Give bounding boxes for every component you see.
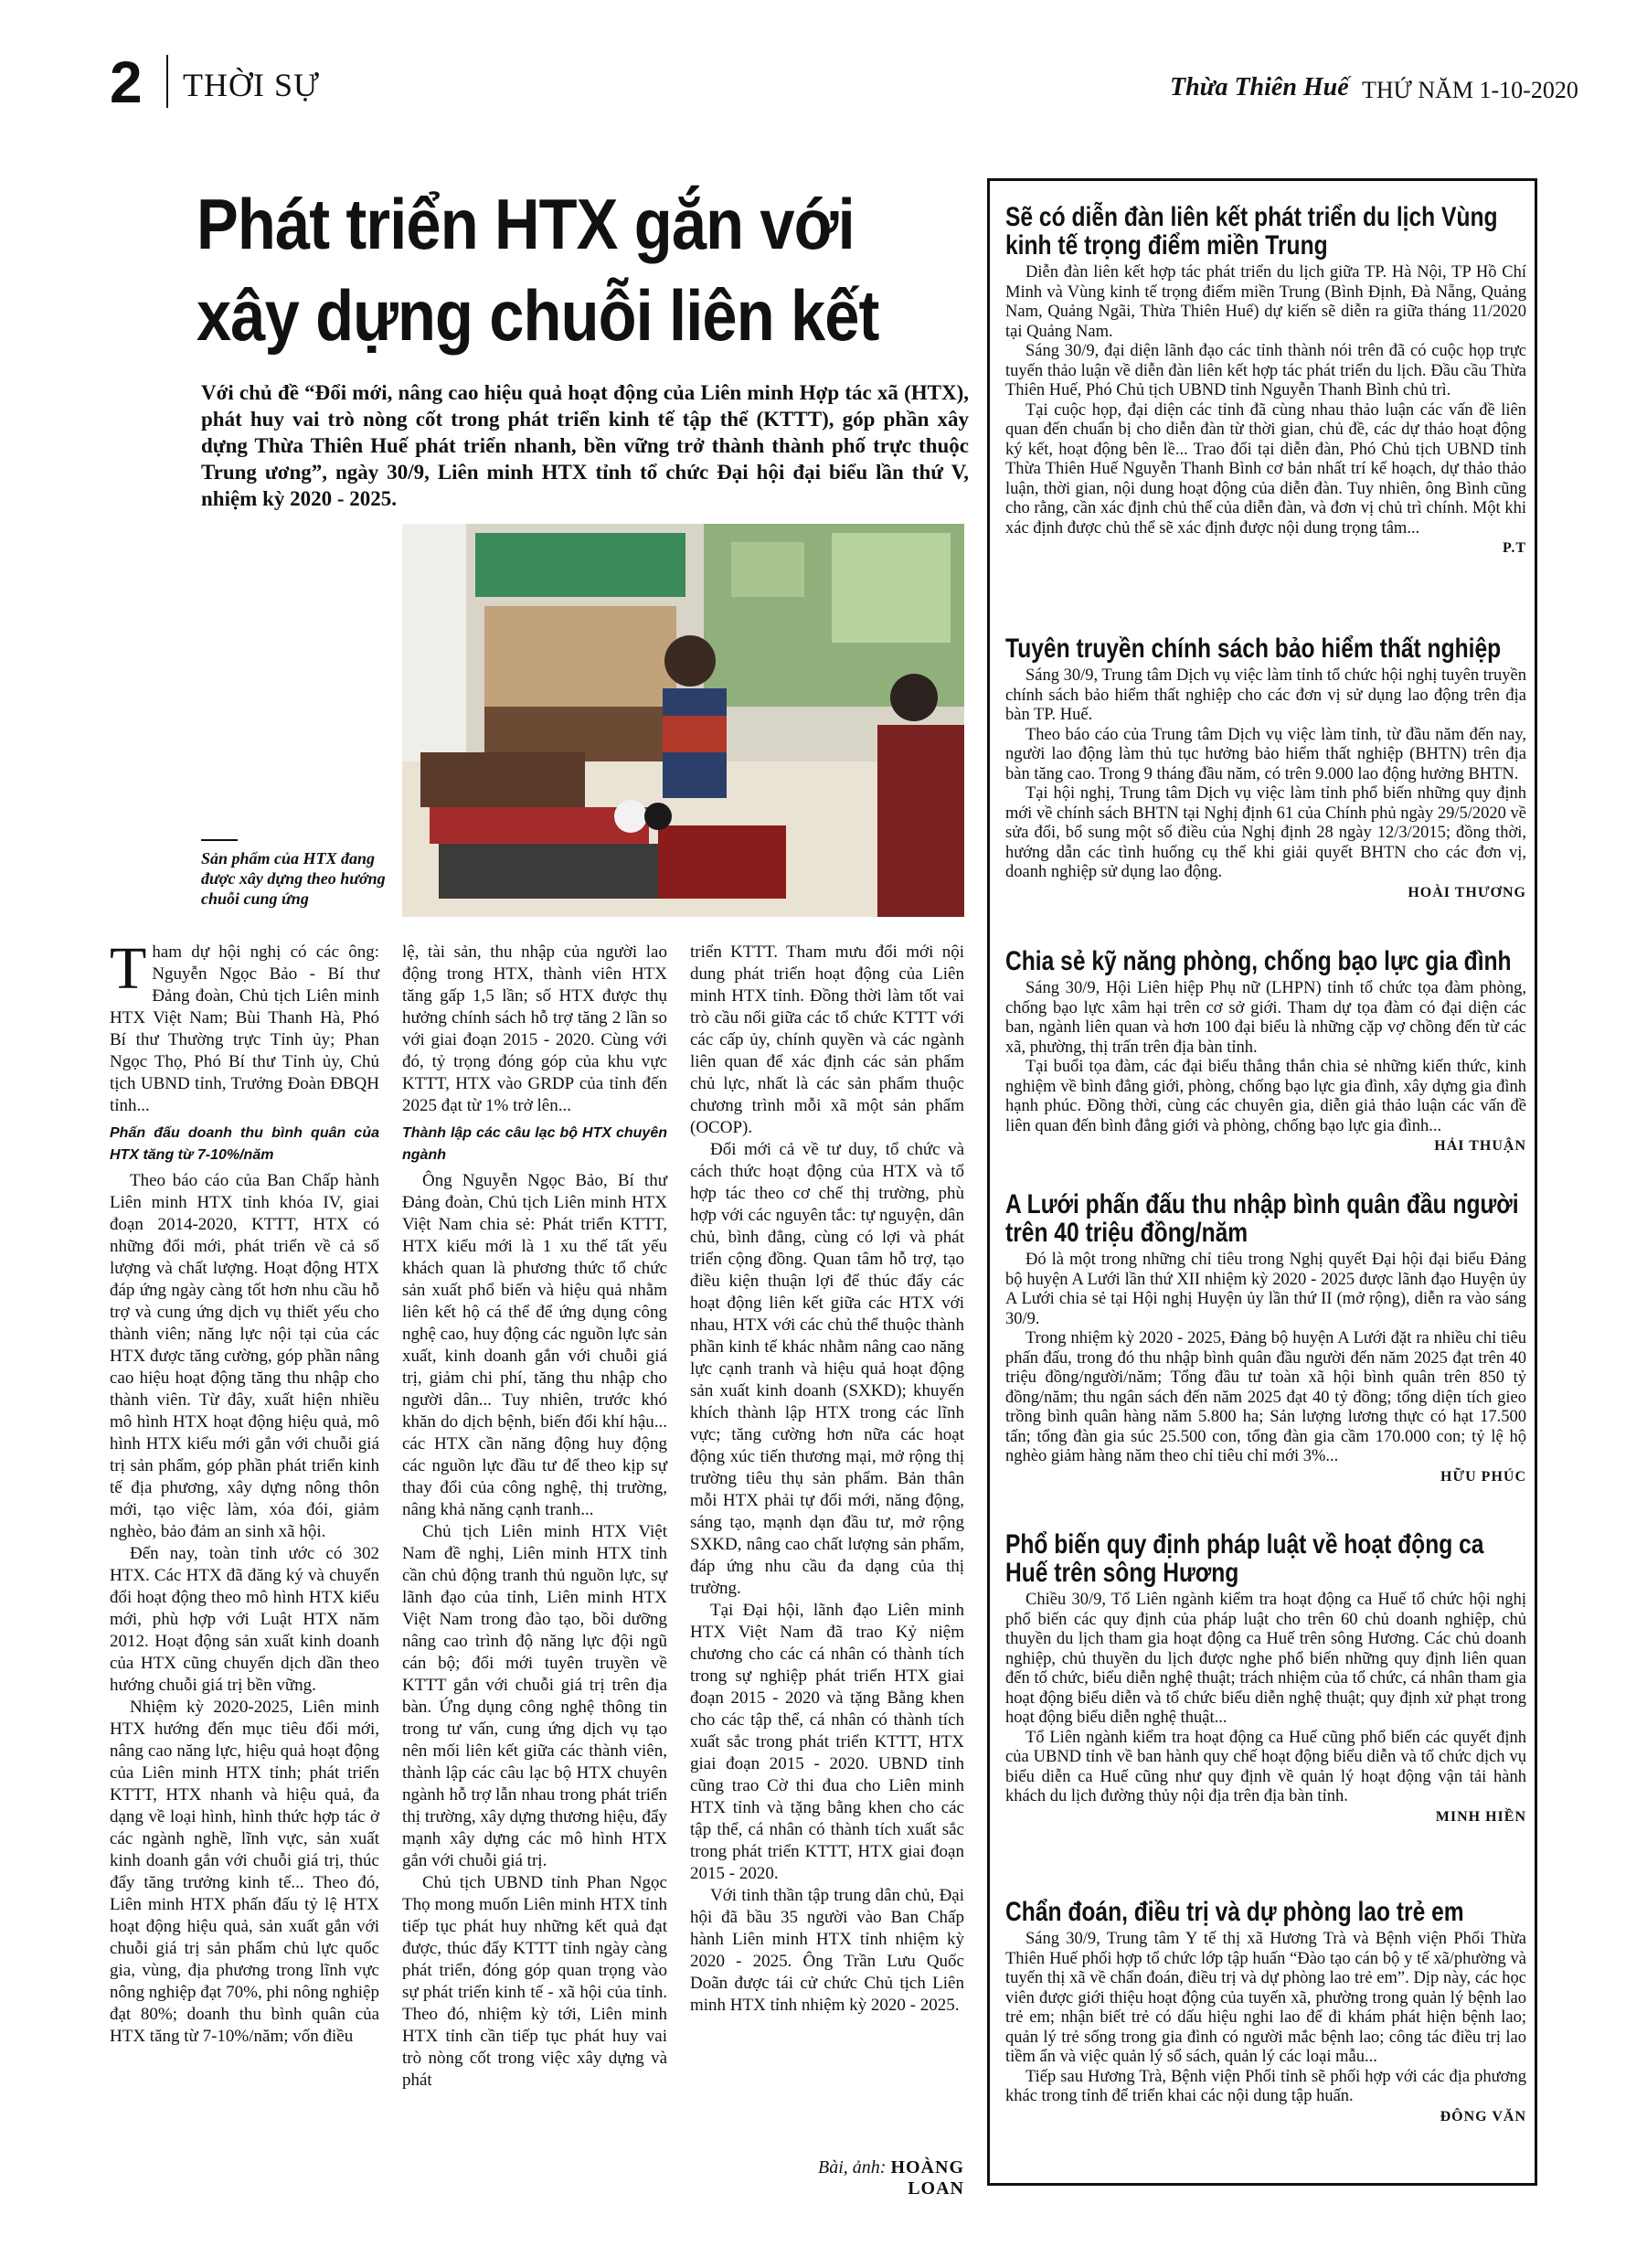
article-lead: Với chủ đề “Đổi mới, nâng cao hiệu quả hoạt động của Liên minh Hợp tác xã (HTX), phát huy vai trò nòng cốt trong phát triển kinh tế tập thể (KTTT), góp phần xây dựng Thừa Thiên Huế phát triển nhanh, bền vững trở thành thành phố trực thuộc Trung ương”, ngày 30/9, Liên minh HTX tỉnh tổ chức Đại hội đại biểu lần thứ V, nhiệm kỳ 2020 - 2025. <box>201 381 969 510</box>
brief-title: Phổ biến quy định pháp luật về hoạt động ca Huế trên sông Hương <box>1005 1529 1484 1588</box>
headline-line-1: Phát triển HTX gắn với <box>197 184 855 264</box>
brief-text: Sáng 30/9, Trung tâm Y tế thị xã Hương Trà và Bệnh viện Phổi Thừa Thiên Huế phối hợp tổ chức lớp tập huấn “Đào tạo cán bộ y tế xã/phường và tuyến thị xã về chẩn đoán, điều trị và dự phòng lao trẻ em”. Dịp này, các học viên được giới thiệu hoạt động của tuyến xã, phường trong quản lý bệnh lao trẻ em; nhận biết trẻ có dấu hiệu nghi lao để đi khám phát hiện bệnh lao; quản lý trẻ sống trong gia đình có người mắc bệnh lao; công tác điều trị lao tiềm ẩn và việc quản lý sổ sách, quản lý các loại mẫu... Tiếp sau Hương Trà, Bệnh viện Phổi tỉnh sẽ phối hợp với các địa phương khác trong tỉnh để triển khai các nội dung tập huấn. <box>1005 1930 1526 2105</box>
article-photo <box>402 524 964 917</box>
byline-author: HOÀNG LOAN <box>890 2157 964 2199</box>
photo-illustration <box>402 524 964 917</box>
article-byline <box>763 2157 964 2199</box>
paragraph: Đổi mới cả về tư duy, tổ chức và cách thức hoạt động của HTX và tổ hợp tác theo cơ chế thị trường, phù hợp với các nguyên tắc: tự nguyện, dân chủ, bình đẳng, cùng có lợi và phát triển cộng đồng. Quan tâm hỗ trợ, tạo điều kiện thuận lợi để thúc đẩy các hoạt động liên kết giữa các HTX với nhau, HTX với các chủ thể thuộc thành phần kinh tế khác nhằm nâng cao năng lực cạnh tranh và hiệu quả hoạt động sản xuất kinh doanh (SXKD); khuyến khích thành lập HTX trong các lĩnh vực; tăng cường hơn nữa các hoạt động xúc tiến thương mại, mở rộng thị trường tiêu thụ sản phẩm. Bản thân mỗi HTX phải tự đổi mới, năng động, sáng tạo, mạnh dạn đầu tư, mở rộng SXKD, nâng cao chất lượng sản phẩm, đáp ứng nhu cầu đa dạng của thị trường. <box>690 1140 964 1598</box>
article-column-3 <box>690 942 964 2017</box>
brief-ca-hue <box>1005 1530 1526 1826</box>
paragraph: Với tinh thần tập trung dân chủ, Đại hội đã bầu 35 người vào Ban Chấp hành Liên minh HTX tỉnh nhiệm kỳ 2020 - 2025. Ông Trần Lưu Quốc Doãn được tái cử chức Chủ tịch Liên minh HTX tỉnh nhiệm kỳ 2020 - 2025. <box>690 1886 964 2015</box>
page-number: 2 <box>110 49 143 115</box>
brief-signature: HỮU PHÚC <box>1440 1468 1526 1485</box>
brief-text: Sáng 30/9, Trung tâm Dịch vụ việc làm tỉnh tổ chức hội nghị tuyên truyền chính sách bảo hiểm thất nghiệp cho các đơn vị sử dụng lao động trên địa bàn TP. Huế. Theo báo cáo của Trung tâm Dịch vụ việc làm tỉnh, từ đầu năm đến nay, người lao động làm thủ tục hưởng bảo hiểm thất nghiệp (BHTN) trên địa bàn tăng cao. Trong 9 tháng đầu năm, có trên 9.000 lao động hưởng BHTN. Tại hội nghị, Trung tâm Dịch vụ việc làm tỉnh phổ biến những quy định mới về chính sách BHTN tại Nghị định 61 của Chính phủ ngày 29/5/2020 về sửa đổi, bổ sung một số điều của Nghị định 28 ngày 12/3/2015; đồng thời, hướng dẫn các tình huống cụ thể khi giải quyết BHTN cho các đơn vị, doanh nghiệp sử dụng lao động. <box>1005 666 1527 881</box>
brief-text: Đó là một trong những chỉ tiêu trong Nghị quyết Đại hội đại biểu Đảng bộ huyện A Lưới lần thứ XII nhiệm kỳ 2020 - 2025 được lãnh đạo Huyện ủy A Lưới chia sẻ tại Hội nghị Huyện ủy lần thứ II (mở rộng), diễn ra vào sáng 30/9. Trong nhiệm kỳ 2020 - 2025, Đảng bộ huyện A Lưới đặt ra nhiều chỉ tiêu phấn đấu, trong đó thu nhập bình quân đầu người đến năm 2025 đạt trên 40 triệu đồng/người/năm; Tổng đầu tư toàn xã hội bình quân trên 850 tỷ đồng/năm; thu ngân sách đến năm 2025 đạt 40 tỷ đồng; tổng diện tích gieo trồng bình quân hàng năm 5.800 ha; Sản lượng lương thực có hạt 17.500 tấn; tổng đàn gia súc 25.500 con, tổng đàn gia cầm 170.000 con; tỷ lệ hộ nghèo giảm hàng năm theo chỉ tiêu chỉ mới 3%... <box>1005 1251 1526 1465</box>
brief-text: Diễn đàn liên kết hợp tác phát triển du lịch giữa TP. Hà Nội, TP Hồ Chí Minh và Vùng kinh tế trọng điểm miền Trung (Bình Định, Đà Nẵng, Quảng Nam, Quảng Ngãi, Thừa Thiên Huế) dự kiến sẽ diễn ra giữa tháng 11/2020 tại Quảng Nam. Sáng 30/9, đại diện lãnh đạo các tỉnh thành nói trên đã có cuộc họp trực tuyến thảo luận về diễn đàn liên kết hợp tác phát triển du lịch. Đầu cầu Thừa Thiên Huế, Phó Chủ tịch UBND tỉnh Nguyễn Thanh Bình chủ trì. Tại cuộc họp, đại diện các tỉnh đã cùng nhau thảo luận các vấn đề liên quan đến chuẩn bị cho diễn đàn từ thời gian, chủ đề, các dự thảo hoạt động ký kết, hoạt động bên lề... Trao đổi tại diễn đàn, Phó Chủ tịch UBND tỉnh Thừa Thiên Huế Nguyễn Thanh Bình cơ bản nhất trí kế hoạch, dự thảo thảo luận, thời gian, nội dung hoạt động của diễn đàn. Tuy nhiên, ông Bình cũng cho rằng, cần xác định chủ thể của diễn đàn, và đơn vị chủ trì chính. Một khi xác định được chủ thể sẽ xác định được nội dung trọng tâm... <box>1005 263 1526 538</box>
paragraph-opening: Tham dự hội nghị có các ông: Nguyễn Ngọc Bảo - Bí thư Đảng đoàn, Chủ tịch Liên minh HTX Việt Nam; Bùi Thanh Hà, Phó Bí thư Thường trực Tỉnh ủy; Phan Ngọc Thọ, Phó Bí thư Tỉnh ủy, Chủ tịch UBND tỉnh, Trưởng Đoàn ĐBQH tỉnh... <box>110 935 379 1115</box>
article-column-2 <box>402 942 667 2092</box>
brief-title: Chia sẻ kỹ năng phòng, chống bạo lực gia đình <box>1005 946 1512 976</box>
brief-text: Chiều 30/9, Tổ Liên ngành kiểm tra hoạt động ca Huế tổ chức hội nghị phổ biến các quy định của pháp luật cho trên 60 chủ doanh nghiệp, chủ thuyền du lịch tham gia hoạt động ca Huế trên sông Hương. Các chủ doanh nghiệp, chủ thuyền du lịch được nghe phổ biến những quy định liên quan đến tổ chức, biểu diễn nghệ thuật; trách nhiệm của tổ chức, cá nhân tham gia hoạt động biểu diễn và tổ chức biểu diễn nghệ thuật; quy định xử phạt trong hoạt động biểu diễn nghệ thuật... Tổ Liên ngành kiểm tra hoạt động ca Huế cũng phổ biến các quyết định của UBND tỉnh về ban hành quy chế hoạt động biểu diễn và tổ chức dịch vụ biểu diễn ca Huế cũng như quy định về quản lý hoạt động vận tải hành khách du lịch đường thủy nội địa trên địa bàn tỉnh. <box>1005 1591 1526 1805</box>
paragraph: Theo báo cáo của Ban Chấp hành Liên minh HTX tỉnh khóa IV, giai đoạn 2014-2020, KTTT, HTX có những đổi mới, phát triển về cả số lượng và chất lượng. Hoạt động HTX đáp ứng ngày càng tốt hơn nhu cầu hỗ trợ và cung ứng dịch vụ thiết yếu cho thành viên; năng lực nội tại của các HTX được tăng cường, góp phần nâng cao hiệu hoạt động tăng thu nhập cho thành viên. Từ đây, xuất hiện nhiều mô hình HTX hoạt động hiệu quả, mô hình HTX kiểu mới gắn với chuỗi giá trị sản phẩm, góp phần phát triển kinh tế địa phương, xây dựng nông thôn mới, tạo việc làm, xóa đói, giảm nghèo, bảo đảm an sinh xã hội. <box>110 1171 379 1541</box>
paragraph: Chủ tịch Liên minh HTX Việt Nam đề nghị, Liên minh HTX tỉnh cần chủ động tranh thủ nguồn lực, sự lãnh đạo của tỉnh, Liên minh HTX Việt Nam trong đào tạo, bồi dưỡng nâng cao trình độ năng lực đội ngũ cán bộ; đổi mới tuyên truyền về KTTT gắn với chuỗi giá trị trên địa bàn. Ứng dụng công nghệ thông tin trong tư vấn, cung ứng dịch vụ tạo nên mối liên kết giữa các thành viên, thành lập các câu lạc bộ HTX chuyên ngành hỗ trợ lẫn nhau trong phát triển thị trường, xây dựng thương hiệu, đẩy mạnh xây dựng các mô hình HTX gắn với chuỗi giá trị. <box>402 1522 667 1870</box>
paragraph: lệ, tài sản, thu nhập của người lao động trong HTX, thành viên HTX tăng gấp 1,5 lần; số HTX được thụ hưởng chính sách hỗ trợ tăng 2 lần so với giai đoạn 2015 - 2020. Cùng với đó, tỷ trọng đóng góp của khu vực KTTT, HTX vào GRDP của tỉnh đến 2025 đạt từ 1% trở lên... <box>402 942 667 1115</box>
brief-signature: P.T <box>1503 540 1526 556</box>
paragraph: Đến nay, toàn tỉnh ước có 302 HTX. Các HTX đã đăng ký và chuyển đổi hoạt động theo mô hình HTX kiểu mới, phù hợp với Luật HTX năm 2012. Hoạt động sản xuất kinh doanh của HTX cũng chuyển dịch dần theo hướng chuỗi giá trị bền vững. <box>110 1544 379 1695</box>
paragraph: Ông Nguyễn Ngọc Bảo, Bí thư Đảng đoàn, Chủ tịch Liên minh HTX Việt Nam chia sẻ: Phát triển KTTT, HTX kiểu mới là 1 xu thế tất yếu khách quan là phương thức tổ chức sản xuất phổ biến và hiệu quả nhằm liên kết hộ cá thể để ứng dụng công nghệ cao, huy động các nguồn lực sản xuất, kinh doanh gắn với chuỗi giá trị, giảm chi phí, tăng thu nhập cho người dân... Tuy nhiên, trước khó khăn do dịch bệnh, biến đổi khí hậu... các HTX cần năng động huy động các nguồn lực đầu tư để theo kịp sự thay đổi của công nghệ, thị trường, nâng khả năng cạnh tranh... <box>402 1171 667 1519</box>
main-headline <box>197 178 904 361</box>
brief-title: Chẩn đoán, điều trị và dự phòng lao trẻ em <box>1005 1897 1464 1927</box>
brief-a-luoi-income <box>1005 1190 1526 1485</box>
brief-text: Sáng 30/9, Hội Liên hiệp Phụ nữ (LHPN) tỉnh tổ chức tọa đàm phòng, chống bạo lực xâm hại trên cơ sở giới. Tham dự tọa đàm có đại diện các ban, ngành liên quan và hơn 100 đại biểu là những cặp vợ chồng đến từ các xã, phường, thị trấn trên địa bàn tỉnh. Tại buổi tọa đàm, các đại biểu thẳng thắn chia sẻ những kiến thức, kinh nghiệm về bình đẳng giới, phòng, chống bạo lực gia đình, xây dựng gia đình hạnh phúc. Đồng thời, cùng các chuyên gia, diễn giả thảo luận các vấn đề liên quan đến bình đẳng giới và phòng, chống bạo lực gia đình... <box>1005 979 1526 1135</box>
brief-tourism <box>1005 203 1526 557</box>
brief-signature: MINH HIỀN <box>1435 1808 1526 1825</box>
caption-rule <box>201 839 238 841</box>
brief-signature: HẢI THUẬN <box>1434 1138 1526 1154</box>
paragraph: Tại Đại hội, lãnh đạo Liên minh HTX Việt Nam đã trao Kỷ niệm chương cho các cá nhân có thành tích trong sự nghiệp phát triển HTX giai đoạn 2015 - 2020 và tặng Bằng khen cho các tập thể, cá nhân có thành tích xuất sắc trong phát triển KTTT, HTX giai đoạn 2015 - 2020. UBND tỉnh cũng trao Cờ thi đua cho Liên minh HTX tỉnh và tặng bằng khen cho các tập thể, cá nhân có thành tích xuất sắc trong phát triển KTTT, HTX giai đoạn 2015 - 2020. <box>690 1601 964 1883</box>
masthead: Thừa Thiên Huế <box>1170 73 1349 101</box>
drop-cap: T <box>110 935 147 1002</box>
brief-unemployment-insurance <box>1005 634 1526 901</box>
paragraph: Chủ tịch UBND tỉnh Phan Ngọc Thọ mong muốn Liên minh HTX tỉnh tiếp tục phát huy những kết quả đạt được, thúc đẩy KTTT tỉnh ngày càng phát triển, đóng góp quan trọng vào sự phát triển kinh tế - xã hội của tỉnh. Theo đó, nhiệm kỳ tới, Liên minh HTX tỉnh cần tiếp tục phát huy vai trò nòng cốt trong việc xây dựng và phát <box>402 1873 667 2090</box>
brief-tb-children <box>1005 1898 1526 2125</box>
brief-title: A Lưới phấn đấu thu nhập bình quân đầu người trên 40 triệu đồng/năm <box>1005 1189 1519 1248</box>
article-column-1 <box>110 935 379 2048</box>
paragraph: Nhiệm kỳ 2020-2025, Liên minh HTX hướng đến mục tiêu đổi mới, nâng cao năng lực, hiệu quả hoạt động của Liên minh HTX tỉnh; phát triển KTTT, HTX nhanh và hiệu quả, đa dạng về loại hình, hình thức hợp tác ở các ngành nghề, lĩnh vực, sản xuất kinh doanh gắn với chuỗi giá trị, thúc đẩy tăng trưởng kinh tế... Theo đó, Liên minh HTX phấn đấu tỷ lệ HTX hoạt động hiệu quả, sản xuất gắn với chuỗi giá trị sản phẩm chủ lực quốc gia, vùng, địa phương trong lĩnh vực nông nghiệp đạt 70%, phi nông nghiệp đạt 80%; doanh thu bình quân của HTX tăng từ 7-10%/năm; vốn điều <box>110 1698 379 2046</box>
brief-signature: HOÀI THƯƠNG <box>1408 884 1526 900</box>
headline-line-2: xây dựng chuỗi liên kết <box>197 275 879 356</box>
section-name: THỜI SỰ <box>183 67 320 103</box>
brief-signature: ĐÔNG VĂN <box>1440 2108 1526 2124</box>
photo-caption: Sản phẩm của HTX đang được xây dựng theo hướng chuỗi cung ứng <box>201 849 386 908</box>
brief-domestic-violence <box>1005 947 1526 1155</box>
byline-prefix: Bài, ảnh: <box>818 2157 887 2177</box>
subheading-1: Phấn đấu doanh thu bình quân của HTX tăng từ 7-10%/năm <box>110 1125 379 1163</box>
header-divider <box>166 55 168 108</box>
issue-date: THỨ NĂM 1-10-2020 <box>1362 77 1578 103</box>
subheading-2: Thành lập các câu lạc bộ HTX chuyên ngành <box>402 1125 667 1163</box>
brief-title: Sẽ có diễn đàn liên kết phát triển du lịch Vùng kinh tế trọng điểm miền Trung <box>1005 202 1498 261</box>
paragraph: triển KTTT. Tham mưu đổi mới nội dung phát triển hoạt động của Liên minh HTX tỉnh. Đồng thời làm tốt vai trò cầu nối giữa các tổ chức KTTT với các cấp ủy, chính quyền và các ngành liên quan để xác định các sản phẩm chủ lực, nhất là các sản phẩm thuộc chương trình mỗi xã một sản phẩm (OCOP). <box>690 942 964 1137</box>
brief-title: Tuyên truyền chính sách bảo hiểm thất nghiệp <box>1005 634 1502 664</box>
